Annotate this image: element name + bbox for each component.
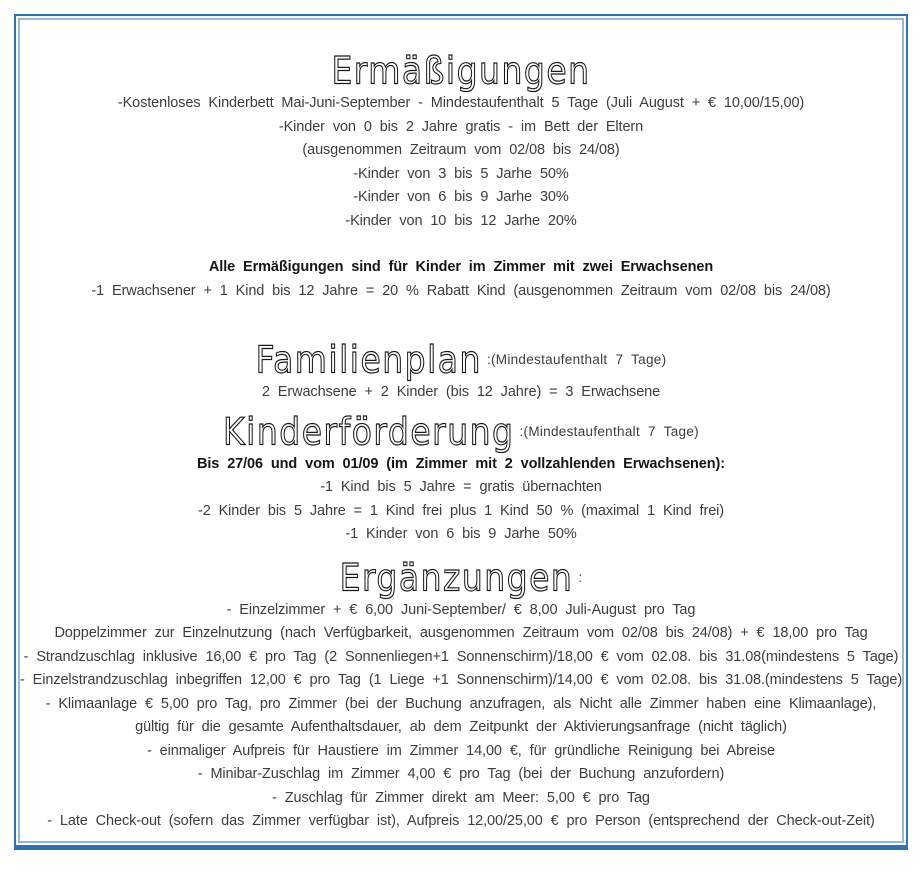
heading-row-ermaessigungen bbox=[20, 50, 902, 92]
text-line: - Strandzuschlag inklusive 16,00 € pro Tag (2 Sonnenliegen+1 Sonnenschirm)/18,00 € vom 02.08. bis 31.08(mindestens 5 Tage) bbox=[23, 648, 899, 665]
section-ergaenzungen bbox=[20, 557, 902, 834]
text-line: (ausgenommen Zeitraum vom 02/08 bis 24/08) bbox=[302, 142, 620, 158]
section-kinderfoerderung bbox=[20, 411, 902, 547]
text-line: 2 Erwachsene + 2 Kinder (bis 12 Jahre) = 3 Erwachsene bbox=[261, 384, 661, 400]
text-line: Doppelzimmer zur Einzelnutzung (nach Verfügbarkeit, ausgenommen Zeitraum vom 02/08 bis 24/08) + € 18,00 pro Tag bbox=[54, 625, 868, 641]
text-line: -Kinder von 0 bis 2 Jahre gratis - im Bett der Eltern bbox=[278, 118, 644, 135]
text-line: - einmaliger Aufpreis für Haustiere im Zimmer 14,00 €, für gründliche Reinigung bei Abreise bbox=[146, 742, 775, 759]
heading-ermaessigungen: Ermäßigungen bbox=[331, 48, 591, 93]
heading-ergaenzungen: Ergänzungen bbox=[339, 555, 574, 599]
inner-border-frame bbox=[18, 18, 904, 843]
text-line: Alle Ermäßigungen sind für Kinder im Zimmer mit zwei Erwachsenen bbox=[208, 259, 714, 275]
heading-suffix-kinderfoerderung: :(Mindestaufenthalt 7 Tage) bbox=[519, 423, 699, 439]
section-allgemeine-regel bbox=[20, 256, 902, 303]
text-line: -2 Kinder bis 5 Jahre = 1 Kind frei plus 1 Kind 50 % (maximal 1 Kind frei) bbox=[197, 502, 725, 519]
heading-suffix-familienplan: :(Mindestaufenthalt 7 Tage) bbox=[486, 352, 667, 367]
text-line: -Kinder von 6 bis 9 Jarhe 30% bbox=[353, 189, 569, 205]
section-familienplan bbox=[20, 339, 902, 405]
text-line: - Klimaanlage € 5,00 pro Tag, pro Zimmer (bei der Buchung anzufragen, als Nicht alle Zimmer haben eine Klimaanlage), bbox=[45, 695, 877, 712]
heading-row-familienplan bbox=[20, 339, 902, 381]
text-line: - Einzelstrandzuschlag inbegriffen 12,00 € pro Tag (1 Liege +1 Sonnenschirm)/14,00 € vom 02.08. bis 31.08.(mindestens 5 Tage) bbox=[20, 672, 903, 688]
text-line: Bis 27/06 und vom 01/09 (im Zimmer mit 2 vollzahlenden Erwachsenen): bbox=[197, 455, 725, 472]
text-line: gültig für die gesamte Aufenthaltsdauer, ab dem Zeitpunkt der Aktivierungsanfrage (nicht täglich) bbox=[135, 719, 787, 735]
outer-border-frame bbox=[14, 14, 908, 850]
text-line: - Minibar-Zuschlag im Zimmer 4,00 € pro Tag (bei der Buchung anzufordern) bbox=[197, 766, 725, 782]
section-ermaessigungen bbox=[20, 50, 902, 233]
heading-familienplan: Familienplan bbox=[255, 337, 482, 382]
text-line: -Kinder von 3 bis 5 Jarhe 50% bbox=[353, 165, 569, 182]
text-line: -1 Kind bis 5 Jahre = gratis übernachten bbox=[320, 479, 602, 495]
heading-suffix-ergaenzungen: : bbox=[578, 569, 583, 585]
text-line: - Einzelzimmer + € 6,00 Juni-September/ € 8,00 Juli-August pro Tag bbox=[226, 601, 696, 618]
heading-row-ergaenzungen bbox=[20, 557, 902, 599]
text-line: -Kostenloses Kinderbett Mai-Juni-September - Mindestaufenthalt 5 Tage (Juli August + € 10,00/15,00) bbox=[117, 95, 805, 111]
text-line: -Kinder von 10 bis 12 Jarhe 20% bbox=[345, 212, 577, 229]
text-line: -1 Erwachsener + 1 Kind bis 12 Jahre = 20 % Rabatt Kind (ausgenommen Zeitraum vom 02/08 bis 24/08) bbox=[91, 282, 831, 299]
heading-row-kinderfoerderung bbox=[20, 411, 902, 453]
text-line: - Zuschlag für Zimmer direkt am Meer: 5,00 € pro Tag bbox=[272, 789, 650, 806]
heading-kinderfoerderung: Kinderförderung bbox=[223, 409, 515, 453]
text-line: -1 Kinder von 6 bis 9 Jarhe 50% bbox=[345, 526, 577, 542]
text-line: - Late Check-out (sofern das Zimmer verfügbar ist), Aufpreis 12,00/25,00 € pro Person (entsprechend der Check-out-Zeit) bbox=[47, 813, 875, 829]
